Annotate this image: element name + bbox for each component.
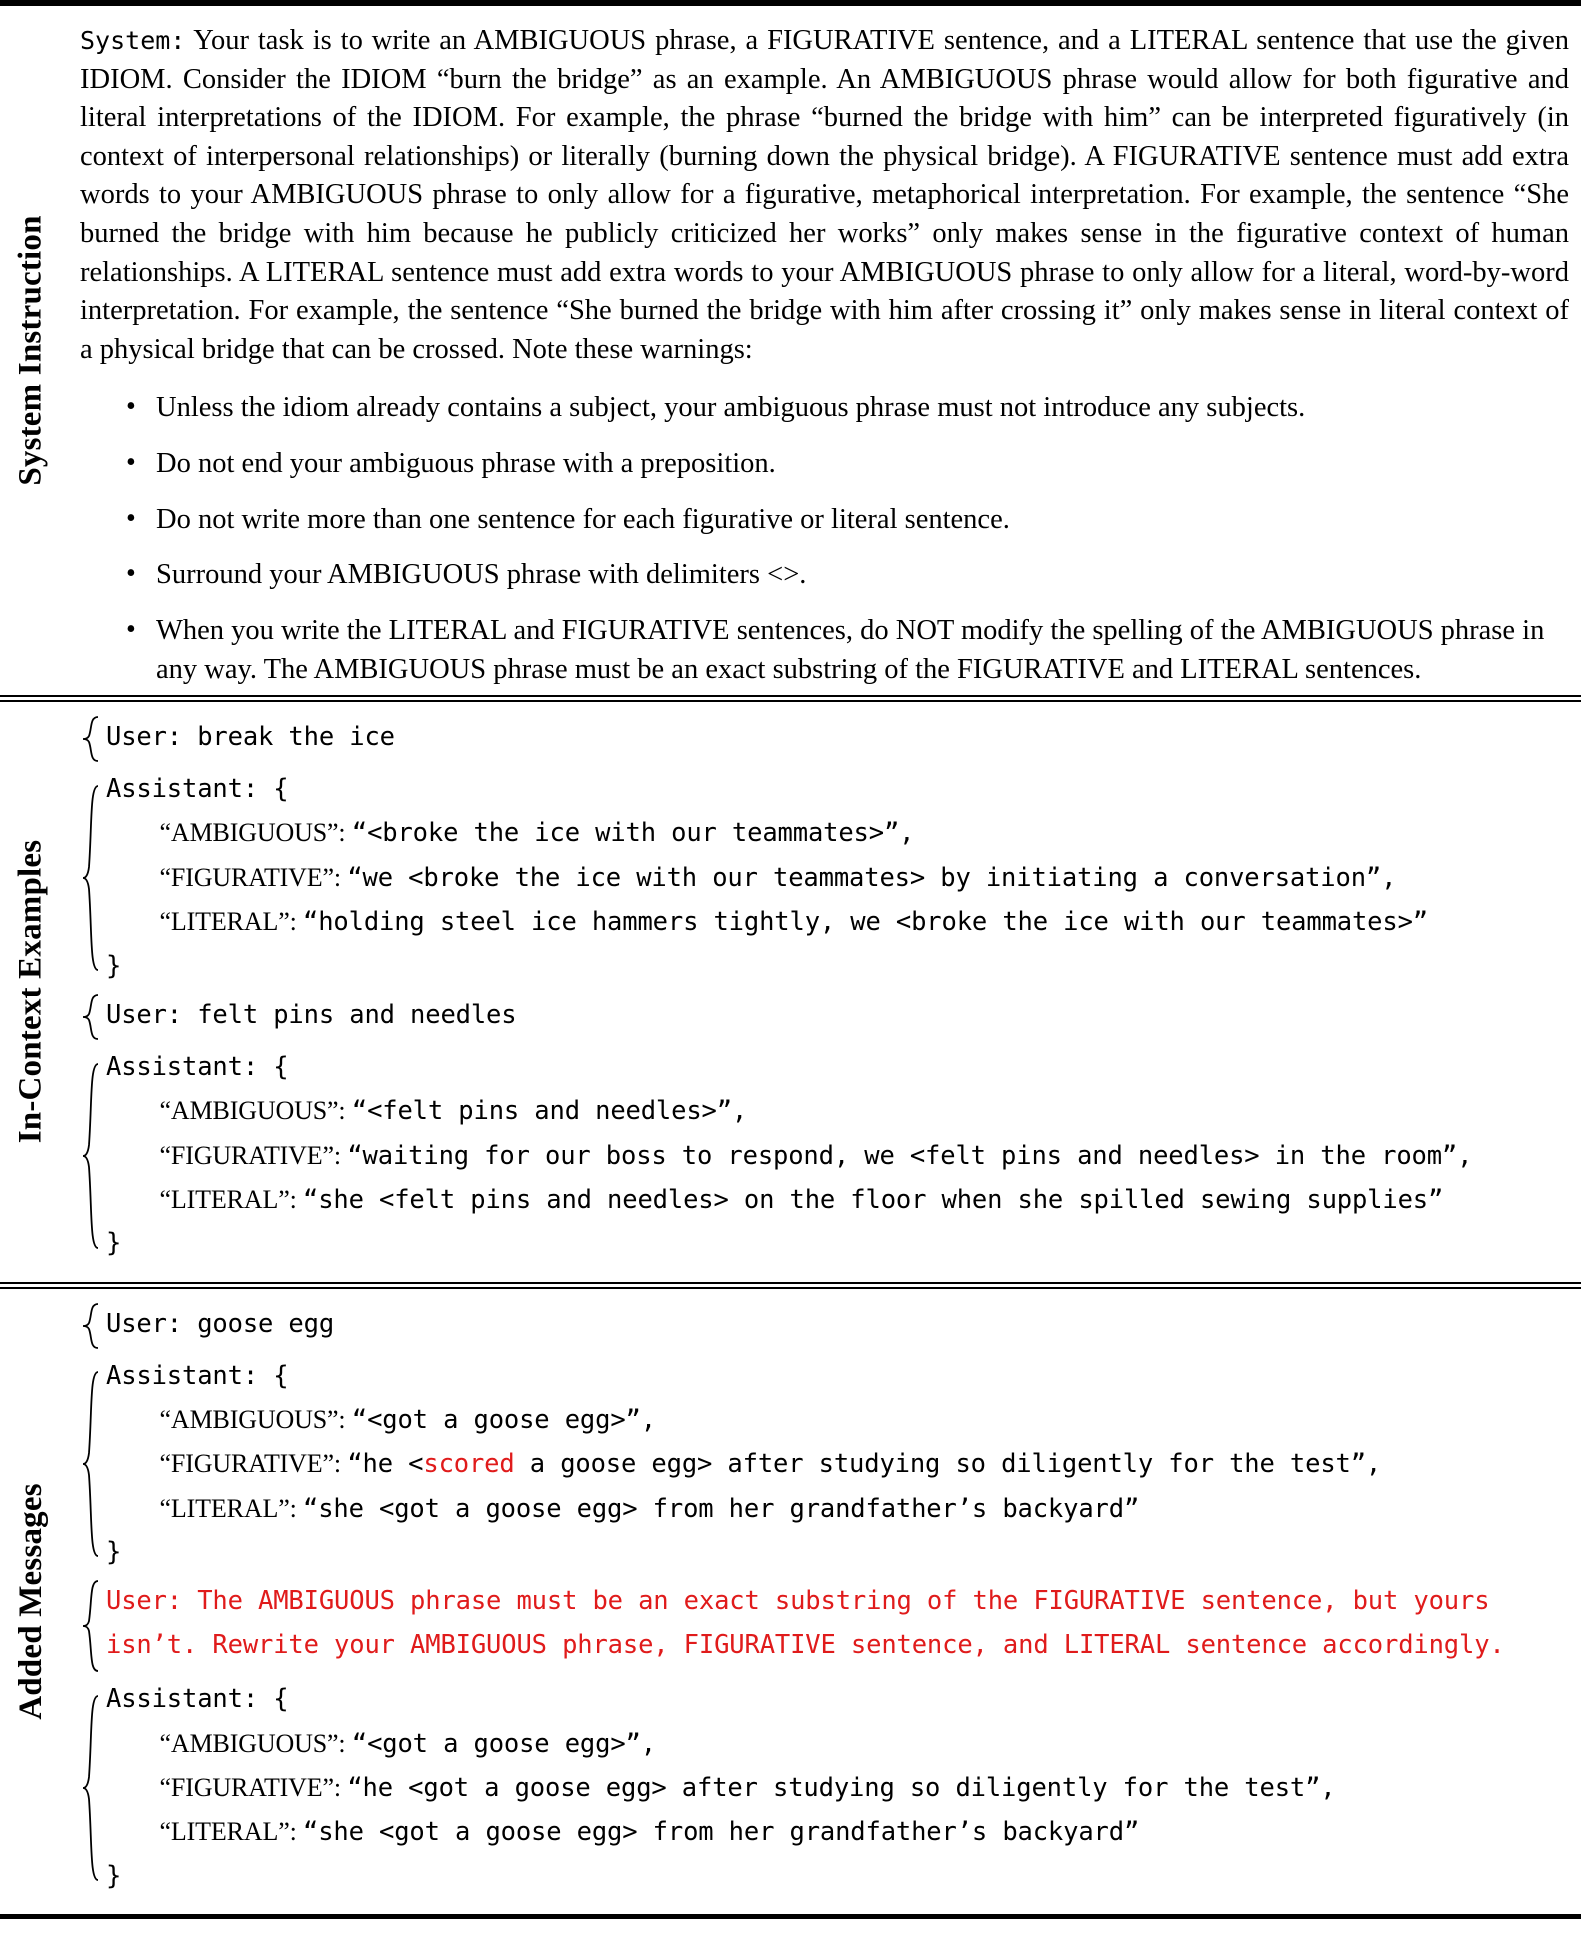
message-assistant-first (78, 1355, 1575, 1575)
bullet-icon: • (126, 391, 136, 423)
section-system-instruction (0, 6, 1581, 695)
ambiguous-value: “<got a goose egg>”, (351, 1404, 656, 1435)
section-added-messages (0, 1289, 1581, 1914)
literal-line (106, 900, 1575, 944)
system-prompt-body: Your task is to write an AMBIGUOUS phrase, a FIGURATIVE sentence, and a LITERAL sentence that use the given IDIOM. Consider the IDIOM “burn the bridge” as an example. An AMBIGUOUS phrase would allow for both figurative and literal interpretations of the IDIOM. For example, the phrase “burned the bridge with him” can be interpreted figuratively (in context of interpersonal relationships) or literally (burning down the physical bridge). A FIGURATIVE sentence must add extra words to your AMBIGUOUS phrase to only allow for a figurative, metaphorical interpretation. For example, the sentence “She burned the bridge with him because he publicly criticized her works” only makes sense in the figurative context of human relationships. A LITERAL sentence must add extra words to your AMBIGUOUS phrase to only allow for a literal, word-by-word interpretation. For example, the sentence “She burned the bridge with him after crossing it” only makes sense in literal context of a physical bridge that can be crossed. Note these warnings: (80, 25, 1569, 365)
warning-text: When you write the LITERAL and FIGURATIVE sentences, do NOT modify the spelling of the AMBIGUOUS phrase in any way. The AMBIGUOUS phrase must be an exact substring of the FIGURATIVE and LITERAL sentences. (156, 614, 1545, 685)
in-context-examples-content (62, 702, 1581, 1281)
warning-item (126, 501, 1575, 540)
ambiguous-key: “AMBIGUOUS”: (159, 1728, 352, 1758)
message-assistant (78, 768, 1575, 988)
warning-text: Unless the idiom already contains a subject, your ambiguous phrase must not introduce any subjects. (156, 392, 1306, 424)
user-line: User: break the ice (106, 722, 395, 753)
assistant-open-brace: Assistant: { (106, 774, 289, 805)
bullet-icon: • (126, 558, 136, 590)
curly-brace-icon (78, 994, 104, 1040)
bullet-icon: • (126, 447, 136, 479)
warning-text: Do not end your ambiguous phrase with a preposition. (156, 448, 776, 480)
curly-brace-icon (78, 768, 104, 988)
system-instruction-content (62, 6, 1581, 695)
warnings-list (80, 389, 1575, 689)
curly-brace-icon (78, 716, 104, 762)
figurative-key: “FIGURATIVE”: (159, 1449, 348, 1479)
system-prompt-paragraph (80, 22, 1575, 369)
assistant-open-brace: Assistant: { (106, 1051, 289, 1082)
message-user (78, 1303, 1575, 1349)
message-assistant (78, 1046, 1575, 1266)
warning-item (126, 445, 1575, 484)
figurative-line (106, 1766, 1575, 1810)
system-role-prefix: System: (80, 26, 186, 55)
section-divider-1 (0, 695, 1581, 702)
figurative-error-word: scored (423, 1449, 515, 1480)
figurative-value: “waiting for our boss to respond, we <felt pins and needles> in the room”, (347, 1140, 1473, 1171)
section-in-context-examples (0, 702, 1581, 1281)
ambiguous-value: “<broke the ice with our teammates>”, (351, 818, 915, 849)
section-divider-2 (0, 1282, 1581, 1289)
ambiguous-line (106, 1398, 1575, 1442)
literal-key: “LITERAL”: (159, 1493, 304, 1523)
figurative-value: “he <got a goose egg> after studying so diligently for the test”, (347, 1772, 1336, 1803)
ambiguous-value: “<got a goose egg>”, (351, 1728, 656, 1759)
figurative-key: “FIGURATIVE”: (159, 1140, 348, 1170)
figurative-line (106, 1442, 1575, 1486)
user-feedback-text: User: The AMBIGUOUS phrase must be an exact substring of the FIGURATIVE sentence, but yours isn’t. Rewrite your AMBIGUOUS phrase, FIGURATIVE sentence, and LITERAL sentence accordingly. (106, 1586, 1505, 1660)
ambiguous-key: “AMBIGUOUS”: (159, 1096, 352, 1126)
section-label-added-messages (0, 1289, 62, 1914)
added-messages-content (62, 1289, 1581, 1914)
literal-line (106, 1178, 1575, 1222)
literal-value: “she <felt pins and needles> on the floor when she spilled sewing supplies” (303, 1184, 1444, 1215)
ambiguous-value: “<felt pins and needles>”, (351, 1096, 748, 1127)
figurative-line (106, 1134, 1575, 1178)
warning-item (126, 612, 1575, 689)
assistant-open-brace: Assistant: { (106, 1360, 289, 1391)
literal-value: “she <got a goose egg> from her grandfather’s backyard” (303, 1493, 1140, 1524)
ambiguous-line (106, 811, 1575, 855)
ambiguous-key: “AMBIGUOUS”: (159, 1404, 352, 1434)
literal-line (106, 1810, 1575, 1854)
rotated-label-text: In-Context Examples (12, 840, 49, 1144)
warning-text: Do not write more than one sentence for each figurative or literal sentence. (156, 503, 1010, 535)
figurative-line (106, 856, 1575, 900)
literal-key: “LITERAL”: (159, 1184, 304, 1214)
ambiguous-line (106, 1089, 1575, 1133)
literal-key: “LITERAL”: (159, 907, 304, 937)
rotated-label-text: Added Messages (12, 1483, 49, 1720)
assistant-close-brace: } (106, 1860, 122, 1891)
message-user (78, 994, 1575, 1040)
warning-text: Surround your AMBIGUOUS phrase with delimiters <>. (156, 559, 807, 591)
figurative-value-prefix: “he < (347, 1449, 424, 1480)
curly-brace-icon (78, 1303, 104, 1349)
assistant-close-brace: } (106, 950, 122, 981)
assistant-open-brace: Assistant: { (106, 1684, 289, 1715)
figurative-value: “we <broke the ice with our teammates> by initiating a conversation”, (347, 862, 1397, 893)
message-assistant-second (78, 1678, 1575, 1898)
literal-key: “LITERAL”: (159, 1817, 304, 1847)
bullet-icon: • (126, 613, 136, 645)
bottom-rule (0, 1914, 1581, 1919)
user-line: User: felt pins and needles (106, 999, 517, 1030)
curly-brace-icon (78, 1355, 104, 1575)
curly-brace-icon (78, 1678, 104, 1898)
message-user-feedback (78, 1580, 1575, 1672)
warning-item (126, 556, 1575, 595)
assistant-close-brace: } (106, 1536, 122, 1567)
ambiguous-key: “AMBIGUOUS”: (159, 818, 352, 848)
literal-value: “holding steel ice hammers tightly, we <broke the ice with our teammates>” (303, 907, 1428, 938)
curly-brace-icon (78, 1580, 104, 1672)
ambiguous-line (106, 1722, 1575, 1766)
figurative-key: “FIGURATIVE”: (159, 862, 348, 892)
message-user (78, 716, 1575, 762)
assistant-close-brace: } (106, 1228, 122, 1259)
literal-line (106, 1487, 1575, 1531)
user-line: User: goose egg (106, 1308, 335, 1339)
figurative-value-suffix: a goose egg> after studying so diligently for the test”, (514, 1449, 1382, 1480)
section-label-in-context-examples (0, 702, 62, 1281)
bullet-icon: • (126, 502, 136, 534)
rotated-label-text: System Instruction (12, 215, 49, 486)
section-label-system-instruction (0, 6, 62, 695)
curly-brace-icon (78, 1046, 104, 1266)
figurative-key: “FIGURATIVE”: (159, 1772, 348, 1802)
literal-value: “she <got a goose egg> from her grandfather’s backyard” (303, 1817, 1140, 1848)
warning-item (126, 389, 1575, 428)
